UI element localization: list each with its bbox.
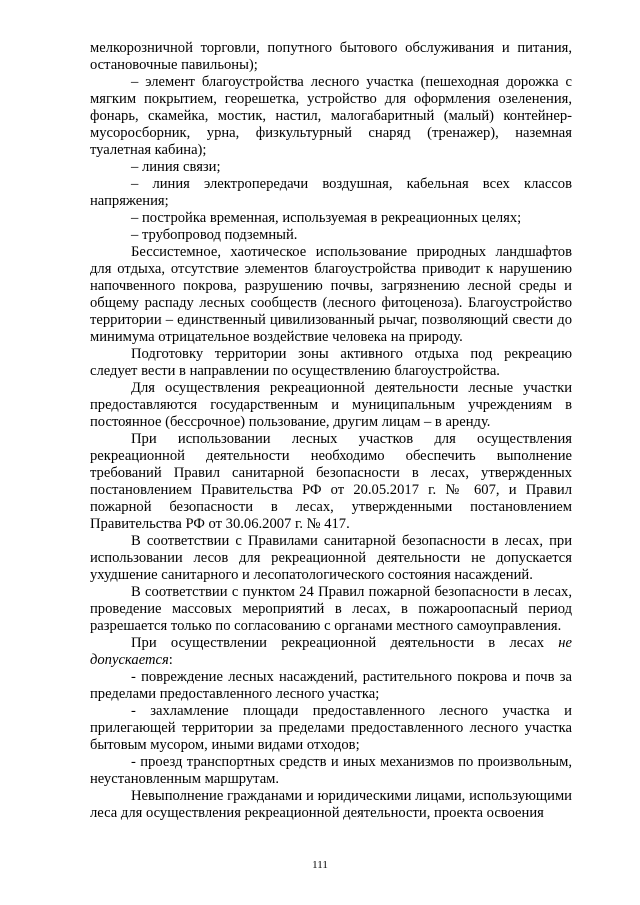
list-item-vehicle-passage: - проезд транспортных средств и иных механизмов по произвольным, неустановленным маршрутам.	[90, 754, 572, 787]
document-body	[90, 40, 572, 822]
list-item-communication-line: – линия связи;	[131, 159, 221, 175]
list-item-damage: - повреждение лесных насаждений, растительного покрова и почв за пределами предоставленного лесного участка;	[90, 669, 572, 702]
list-item-littering: - захламление площади предоставленного лесного участка и прилегающей территории за пределами предоставленного лесного участка бытовым мусором, иными видами отходов;	[90, 703, 572, 753]
paragraph-continuation: мелкорозничной торговли, попутного бытового обслуживания и питания, остановочные павильоны);	[90, 40, 572, 73]
restriction-emphasis: не допускается	[90, 635, 572, 668]
list-item-temporary-building: – постройка временная, используемая в рекреационных целях;	[131, 210, 522, 226]
list-item-power-line: – линия электропередачи воздушная, кабельная всех классов напряжения;	[90, 176, 572, 209]
paragraph-sanitary-rules: В соответствии с Правилами санитарной безопасности в лесах, при использовании лесов для рекреационной деятельности не допускается ухудшение санитарного и лесопатологического состояния насаждений.	[90, 533, 572, 583]
paragraph-safety-rules: При использовании лесных участков для осуществления рекреационной деятельности необходимо обеспечить выполнение требований Правил санитарной безопасности в лесах, утвержденных постановлением Правительства РФ от 20.05.2017 г. № 607, и Правил пожарной безопасности в лесах, утвержденными постановлением Правительства РФ от 30.06.2007 г. № 417.	[90, 431, 572, 532]
paragraph-fire-safety: В соответствии с пунктом 24 Правил пожарной безопасности в лесах, проведение массовых мероприятий в лесах, в пожароопасный период разрешается только по согласованию с органами местного самоуправления.	[90, 584, 572, 634]
restriction-tail: :	[168, 652, 173, 668]
page-number: 111	[312, 859, 328, 871]
paragraph-unsystematic-use: Бессистемное, хаотическое использование природных ландшафтов для отдыха, отсутствие элементов благоустройства приводит к нарушению напочвенного покрова, разрушению почвы, загрязнению лесной среды и общему распаду лесных сообществ (лесного фитоценоза). Благоустройство территории – единственный цивилизованный рычаг, позволяющий свести до минимума отрицательное воздействие человека на природу.	[90, 244, 572, 345]
list-item-landscaping-element: – элемент благоустройства лесного участка (пешеходная дорожка с мягким покрытием, георешетка, устройство для оформления озеленения, фонарь, скамейка, мостик, настил, малогабаритный (малый) контейнер-мусоросборник, урна, физкультурный снаряд (тренажер), наземная туалетная кабина);	[90, 74, 572, 158]
paragraph-plot-provision: Для осуществления рекреационной деятельности лесные участки предоставляются государственным и муниципальным учреждениям в постоянное (бессрочное) пользование, другим лицам – в аренду.	[90, 380, 572, 430]
paragraph-restriction-lead	[90, 635, 572, 669]
list-item-pipeline: – трубопровод подземный.	[131, 227, 298, 243]
paragraph-noncompliance: Невыполнение гражданами и юридическими лицами, использующими леса для осуществления рекреационной деятельности, проекта освоения	[90, 788, 572, 821]
restriction-lead-text: При осуществлении рекреационной деятельности в лесах	[131, 635, 559, 651]
paragraph-territory-preparation: Подготовку территории зоны активного отдыха под рекреацию следует вести в направлении по осуществлению благоустройства.	[90, 346, 572, 379]
